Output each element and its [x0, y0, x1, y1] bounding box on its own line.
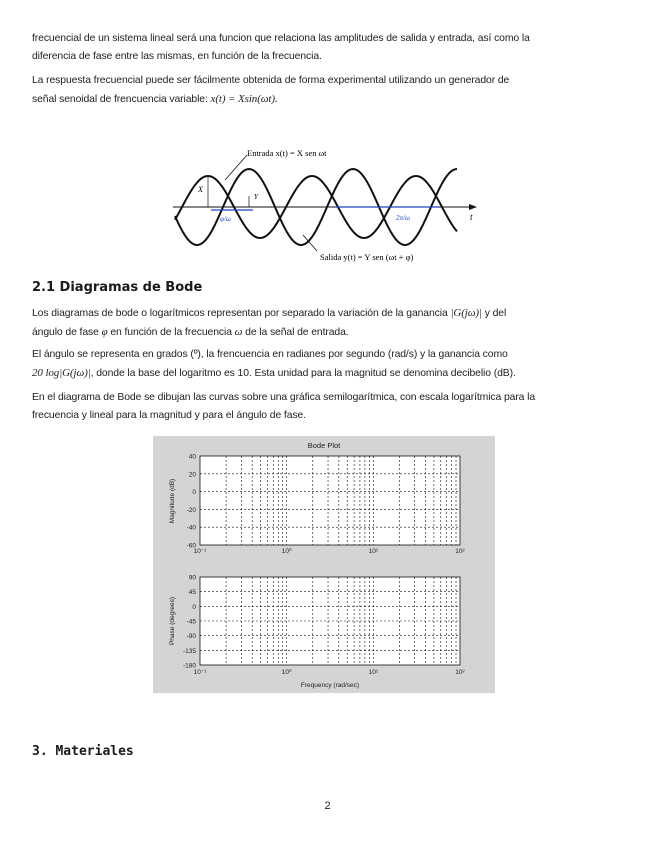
t-axis-label: t — [470, 212, 473, 222]
sine-wave-figure — [165, 140, 485, 265]
magnitude-x-tick-label: 10⁻¹ — [193, 548, 207, 555]
experimental-paragraph — [32, 72, 624, 109]
phase-tick-label: -180 — [182, 662, 196, 670]
input-label-leader — [225, 155, 247, 180]
Y-label: Y — [254, 193, 258, 201]
db-formula: 20 log|G(jω)| — [32, 367, 91, 379]
magnitude-tick-label: 20 — [188, 471, 196, 479]
phi-symbol: φ — [101, 326, 108, 338]
phase-tick-label: 45 — [188, 589, 196, 597]
p2-text-a: El ángulo se representa en grados (º), la frencuencia en radianes por segundo (rad/s) y la ganancia como — [32, 349, 508, 360]
phase-tick-label: -90 — [186, 633, 196, 641]
magnitude-x-tick-label: 10² — [455, 548, 465, 555]
intro-paragraph — [32, 30, 624, 66]
p1-text-e: de la señal de entrada. — [245, 327, 349, 338]
intro-line2: diferencia de fase entre las mismas, en función de la frecuencia. — [32, 51, 322, 62]
exp-line1: La respuesta frecuencial puede ser fácilmente obtenida de forma experimental utilizando un generador de — [32, 75, 510, 86]
sine-formula: x(t) = Xsin(ωt). — [210, 93, 278, 105]
magnitude-tick-label: 40 — [188, 453, 196, 461]
phase-label: φ/ω — [220, 215, 231, 223]
input-label: Entrada x(t) = X sen ωt — [247, 148, 327, 158]
magnitude-ylabel: Magnitude (dB) — [169, 478, 176, 524]
magnitude-plot-area — [200, 456, 460, 545]
magnitude-x-tick-label: 10¹ — [368, 548, 379, 555]
magnitude-tick-label: -60 — [186, 542, 196, 550]
phase-tick-label: 0 — [192, 603, 196, 611]
magnitude-tick-label: -40 — [186, 524, 196, 532]
bode-paragraph-2 — [32, 346, 624, 383]
bode-xlabel: Frequency (rad/sec) — [300, 682, 360, 689]
phase-x-tick-label: 10² — [455, 669, 465, 676]
phase-ylabel: Phase (degrees) — [169, 596, 176, 646]
phase-tick-label: 90 — [188, 574, 196, 582]
phase-x-tick-label: 10⁻¹ — [193, 669, 207, 676]
p3-line1: En el diagrama de Bode se dibujan las curvas sobre una gráfica semilogarítmica, con escala logarítmica para la — [32, 392, 536, 403]
bode-paragraph-1 — [32, 304, 624, 342]
p1-text-d: en función de la frecuencia — [110, 327, 232, 338]
bode-paragraph-3 — [32, 389, 624, 425]
page-number: 2 — [324, 800, 331, 812]
output-label: Salida y(t) = Y sen (ωt + φ) — [320, 252, 414, 262]
time-axis-arrow — [469, 204, 477, 210]
p1-text-c: ángulo de fase — [32, 327, 99, 338]
phase-x-tick-label: 10¹ — [368, 669, 379, 676]
magnitude-tick-label: -20 — [186, 506, 196, 514]
p1-text-b: y del — [484, 308, 507, 319]
p2-text-b: , donde la base del logaritmo es 10. Esta unidad para la magnitud se denomina decibelio (dB). — [90, 368, 516, 379]
period-label: 2π/ω — [396, 214, 410, 222]
magnitude-x-tick-label: 10⁰ — [281, 548, 292, 555]
section-3-title: 3. Materiales — [32, 744, 134, 759]
p3-line2: frecuencia y lineal para la magnitud y para el ángulo de fase. — [32, 410, 306, 421]
bode-plot-figure — [153, 436, 495, 693]
magnitude-tick-label: 0 — [192, 489, 196, 497]
X-label: X — [198, 185, 203, 194]
bode-plot-title: Bode Plot — [307, 441, 341, 450]
exp-line2: señal senoidal de frencuencia variable: — [32, 94, 208, 105]
intro-line1: frecuencial de un sistema lineal será una funcion que relaciona las amplitudes de salida y entrada, así como la — [32, 33, 530, 44]
gain-expression: |G(jω)| — [450, 307, 482, 319]
section-bode-title: 2.1 Diagramas de Bode — [32, 280, 203, 295]
phase-tick-label: -45 — [186, 618, 196, 626]
phase-tick-label: -135 — [182, 647, 196, 655]
p1-text-a: Los diagramas de bode o logarítmicos representan por separado la variación de la ganancia — [32, 308, 448, 319]
omega-symbol: ω — [234, 326, 243, 338]
phase-x-tick-label: 10⁰ — [281, 669, 292, 676]
